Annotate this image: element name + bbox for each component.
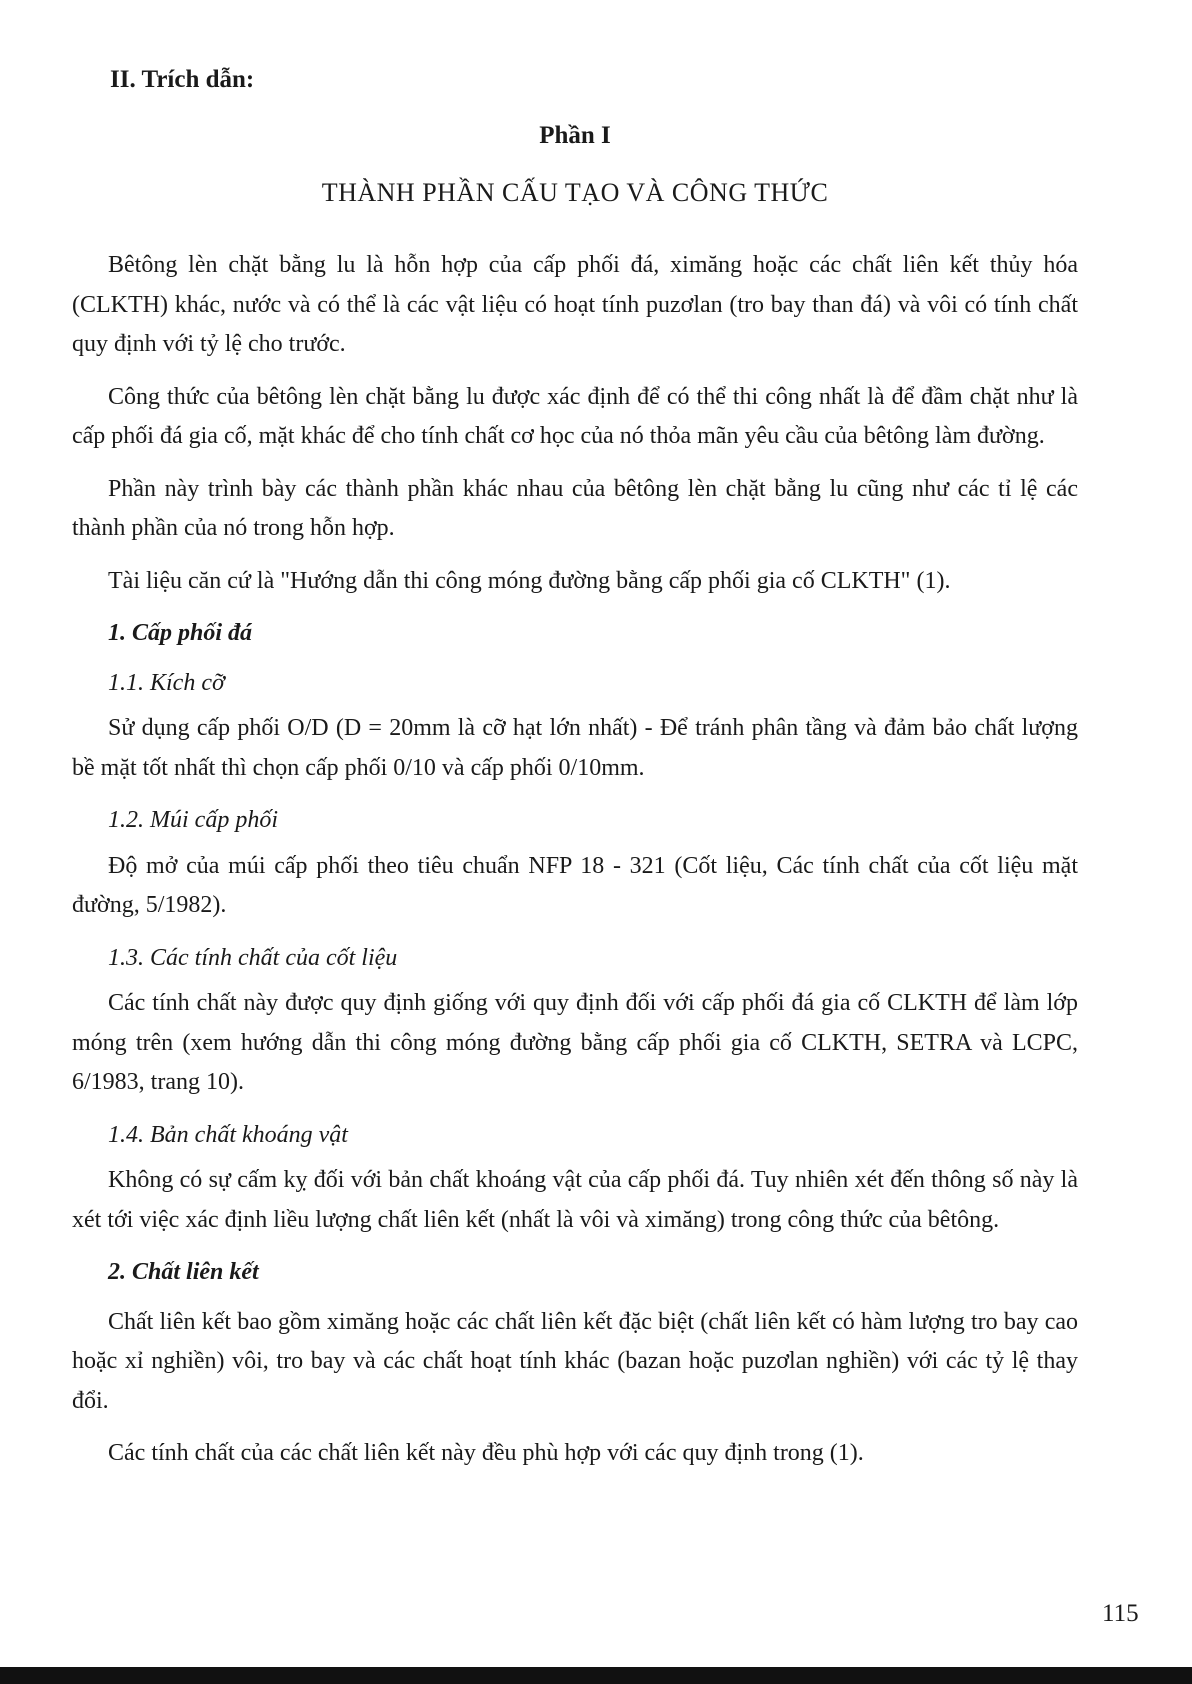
- paragraph-binder-composition: Chất liên kết bao gồm ximăng hoặc các chất liên kết đặc biệt (chất liên kết có hàm lượng tro bay cao hoặc xỉ nghiền) vôi, tro bay và các chất hoạt tính khác (bazan hoặc puzơlan nghiền) với các tỷ lệ thay đổi.: [72, 1308, 1078, 1414]
- page-number: 115: [1102, 1600, 1139, 1627]
- body-text: [72, 246, 1078, 1487]
- part-subtitle: THÀNH PHẦN CẤU TẠO VÀ CÔNG THỨC: [321, 178, 829, 207]
- part-title: Phần I: [539, 122, 611, 149]
- section-heading: II. Trích dẫn:: [110, 66, 255, 93]
- paragraph-intro-3: Phần này trình bày các thành phần khác nhau của bêtông lèn chặt bằng lu cũng như các tỉ lệ các thành phần của nó trong hỗn hợp.: [72, 475, 1078, 541]
- paragraph-grading-envelope: Độ mở của múi cấp phối theo tiêu chuẩn NFP 18 - 321 (Cốt liệu, Các tính chất của cốt liệu mặt đường, 5/1982).: [72, 852, 1078, 918]
- heading-binder: 2. Chất liên kết: [108, 1259, 259, 1285]
- paragraph-intro-4: Tài liệu căn cứ là "Hướng dẫn thi công móng đường bằng cấp phối gia cố CLKTH" (1).: [108, 567, 951, 594]
- heading-aggregate-properties: 1.3. Các tính chất của cốt liệu: [108, 944, 398, 971]
- paragraph-binder-properties: Các tính chất của các chất liên kết này đều phù hợp với các quy định trong (1).: [108, 1440, 864, 1466]
- paragraph-intro-1: Bêtông lèn chặt bằng lu là hỗn hợp của cấp phối đá, ximăng hoặc các chất liên kết thủy hóa (CLKTH) khác, nước và có thể là các vật liệu có hoạt tính puzơlan (tro bay than đá) và vôi có tính chất quy định với tỷ lệ cho trước.: [72, 252, 1078, 357]
- paragraph-intro-2: Công thức của bêtông lèn chặt bằng lu được xác định để có thể thi công nhất là để đầm chặt như là cấp phối đá gia cố, mặt khác để cho tính chất cơ học của nó thỏa mãn yêu cầu của bêtông làm đường.: [72, 383, 1078, 449]
- scan-bottom-edge: [0, 1667, 1192, 1684]
- heading-mineral-nature: 1.4. Bản chất khoáng vật: [108, 1121, 348, 1148]
- paragraph-aggregate-properties: Các tính chất này được quy định giống với quy định đối với cấp phối đá gia cố CLKTH để làm lớp móng trên (xem hướng dẫn thi công móng đường bằng cấp phối gia cố CLKTH, SETRA và LCPC, 6/1983, trang 10).: [72, 990, 1078, 1095]
- heading-grading-envelope: 1.2. Múi cấp phối: [108, 807, 278, 833]
- paragraph-mineral-nature: Không có sự cấm kỵ đối với bản chất khoáng vật của cấp phối đá. Tuy nhiên xét đến thông số này là xét tới việc xác định liều lượng chất liên kết (nhất là vôi và ximăng) trong công thức của bêtông.: [72, 1167, 1078, 1233]
- paragraph-size: Sử dụng cấp phối O/D (D = 20mm là cỡ hạt lớn nhất) - Để tránh phân tầng và đảm bảo chất lượng bề mặt tốt nhất thì chọn cấp phối 0/10 và cấp phối 0/10mm.: [72, 715, 1078, 781]
- heading-size: 1.1. Kích cỡ: [108, 669, 225, 696]
- heading-aggregate: 1. Cấp phối đá: [108, 620, 253, 646]
